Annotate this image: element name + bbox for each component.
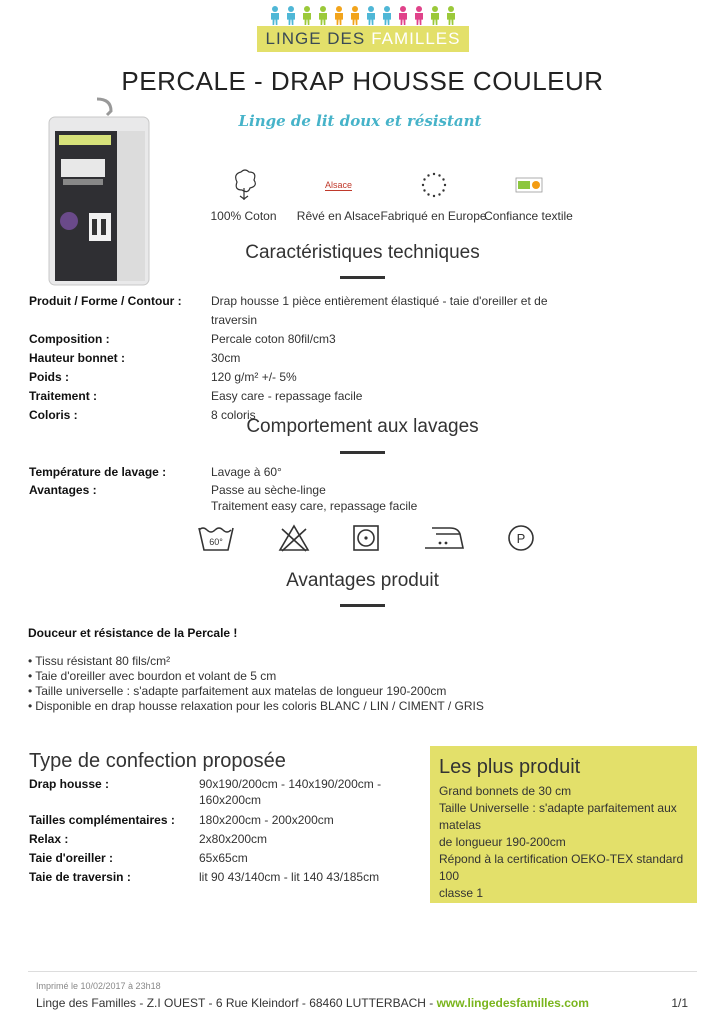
feature-label: Rêvé en Alsace [296, 209, 381, 223]
logo-text-main: LINGE DES [265, 29, 366, 48]
oeko-tex-icon [515, 176, 543, 194]
list-item: • Taie d'oreiller avec bourdon et volant de 5 cm [28, 669, 484, 684]
feature-europe [380, 165, 487, 230]
spec-value: 30cm [211, 351, 241, 365]
section-divider [340, 276, 385, 279]
spec-row [29, 498, 589, 514]
feature-label: Confiance textile [484, 209, 573, 223]
confection-title: Type de confection proposée [29, 750, 286, 772]
advantages-heading: Douceur et résistance de la Percale ! [28, 626, 238, 640]
spec-row [29, 368, 589, 387]
footer-divider [28, 971, 697, 972]
dryclean-letter: P [516, 531, 526, 546]
conf-value [199, 776, 399, 808]
spec-value: Percale coton 80fil/cm3 [211, 332, 336, 346]
family-figures-icon [257, 2, 469, 26]
page-title: PERCALE - DRAP HOUSSE COULEUR [121, 66, 604, 96]
list-item: • Taille universelle : s'adapte parfaitement aux matelas de longueur 190-200cm [28, 684, 484, 699]
no-bleach-icon [277, 523, 311, 553]
conf-value: 2x80x200cm [199, 832, 268, 846]
spec-value: Easy care - repassage facile [211, 389, 363, 403]
conf-row [29, 811, 399, 830]
conf-row [29, 776, 399, 808]
conf-key: Taie d'oreiller : [29, 851, 113, 865]
spec-row [29, 330, 589, 349]
print-timestamp: Imprimé le 10/02/2017 à 23h18 [36, 981, 161, 991]
iron-icon [422, 524, 466, 552]
advantages-list [28, 654, 484, 714]
spec-key: Composition : [29, 332, 110, 346]
spec-key: Traitement : [29, 389, 98, 403]
spec-value: Drap housse 1 pièce entièrement élastiqué - taie d'oreiller et de traversin [211, 294, 548, 327]
spec-key: Coloris : [29, 408, 78, 422]
plus-line: de longueur 190-200cm [439, 835, 566, 849]
list-item: • Tissu résistant 80 fils/cm² [28, 654, 484, 669]
specs-table [29, 292, 589, 425]
alsace-icon: Alsace [324, 179, 352, 190]
spec-value: Passe au sèche-linge [211, 483, 326, 497]
dry-clean-p-icon [506, 523, 536, 553]
brand-logo[interactable] [257, 2, 469, 50]
plus-line: Grand bonnets de 30 cm [439, 784, 572, 798]
feature-alsace [291, 165, 386, 230]
conf-key: Tailles complémentaires : [29, 813, 175, 827]
specs-section-title: Caractéristiques techniques [245, 242, 480, 263]
tumble-dry-icon [351, 523, 381, 553]
feature-icons [196, 165, 576, 230]
feature-oeko-tex [481, 165, 576, 230]
conf-value: 180x200cm - 200x200cm [199, 813, 334, 827]
conf-row [29, 849, 399, 868]
plus-produit-box [430, 746, 697, 903]
spec-row [29, 292, 589, 330]
spec-value: 120 g/m² +/- 5% [211, 370, 297, 384]
conf-key: Relax : [29, 832, 69, 846]
spec-key: Hauteur bonnet : [29, 351, 125, 365]
spec-key: Température de lavage : [29, 465, 167, 479]
conf-row [29, 830, 399, 849]
conf-key: Drap housse : [29, 777, 110, 791]
spec-row [29, 463, 589, 482]
spec-row [29, 349, 589, 368]
page-number: 1/1 [671, 996, 688, 1010]
confection-table [29, 776, 399, 887]
advantages-section-title: Avantages produit [286, 570, 439, 591]
spec-row [29, 482, 589, 498]
cotton-icon [227, 168, 261, 202]
website-link[interactable]: www.lingedesfamilles.com [436, 996, 589, 1010]
plus-line: Répond à la certification OEKO-TEX standard 100 [439, 852, 684, 883]
conf-value-line: 90x190/200cm - 140x190/200cm - [199, 777, 382, 791]
logo-text [257, 26, 469, 52]
conf-key: Taie de traversin : [29, 870, 131, 884]
washing-table [29, 463, 589, 514]
spec-key: Produit / Forme / Contour : [29, 294, 182, 308]
europe-stars-icon [420, 171, 448, 199]
page-subtitle: Linge de lit doux et résistant [238, 112, 482, 130]
conf-value: lit 90 43/140cm - lit 140 43/185cm [199, 870, 380, 884]
plus-title: Les plus produit [439, 756, 581, 778]
care-symbols [196, 520, 536, 556]
spec-key [29, 498, 211, 514]
feature-label: Fabriqué en Europe [380, 209, 487, 223]
list-item: • Disponible en drap housse relaxation pour les coloris BLANC / LIN / CIMENT / GRIS [28, 699, 484, 714]
plus-line: classe 1 [439, 886, 484, 900]
feature-label: 100% Coton [210, 209, 277, 223]
section-divider [340, 604, 385, 607]
feature-cotton [196, 165, 291, 230]
wash-60-icon [196, 522, 236, 554]
spec-row [29, 387, 589, 406]
conf-value: 65x65cm [199, 851, 248, 865]
spec-value: 8 coloris [211, 408, 256, 422]
logo-text-accent: FAMILLES [371, 29, 461, 48]
wash-temp-label: 60° [209, 537, 223, 547]
section-divider [340, 451, 385, 454]
spec-key: Poids : [29, 370, 70, 384]
footer-address [36, 996, 589, 1010]
conf-value-line: 160x200cm [199, 793, 262, 807]
spec-value: Traitement easy care, repassage facile [211, 499, 418, 513]
conf-row [29, 868, 399, 887]
spec-key: Avantages : [29, 483, 97, 497]
plus-line: Taille Universelle : s'adapte parfaitement aux matelas [439, 801, 677, 832]
washing-section-title: Comportement aux lavages [246, 416, 479, 437]
address-text: Linge des Familles - Z.I OUEST - 6 Rue Kleindorf - 68460 LUTTERBACH - [36, 996, 437, 1010]
spec-value: Lavage à 60° [211, 465, 282, 479]
